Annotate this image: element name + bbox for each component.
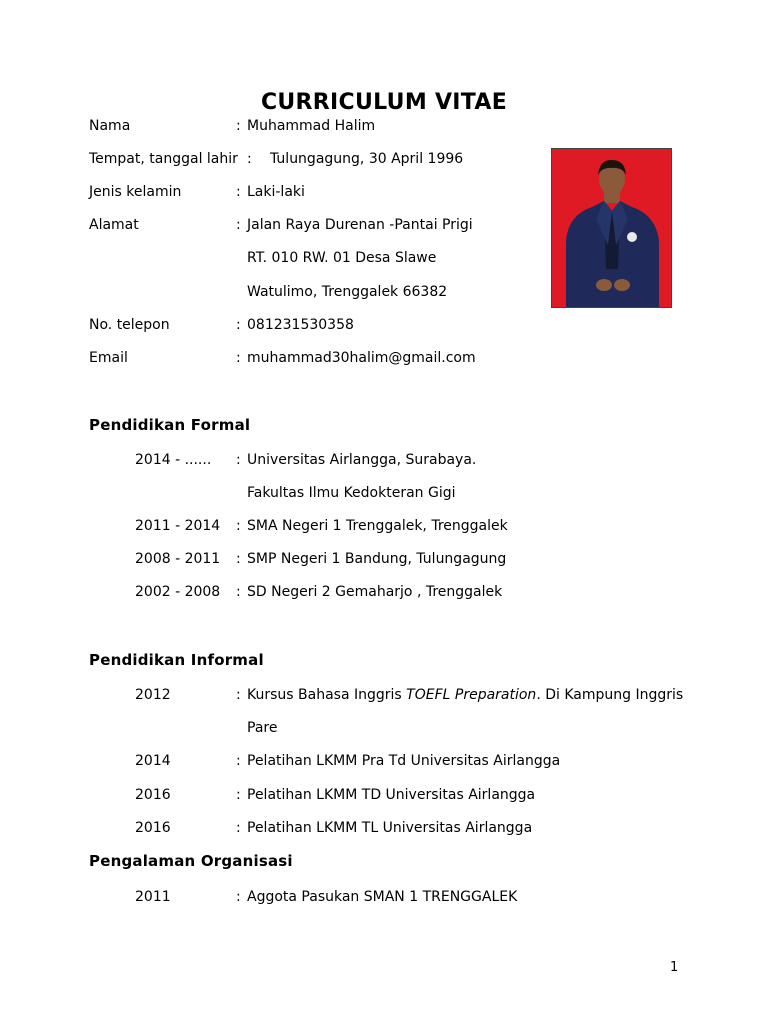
separator: : bbox=[236, 217, 241, 233]
separator: : bbox=[236, 317, 241, 333]
informal-year: 2016 bbox=[135, 820, 171, 836]
label-email: Email bbox=[89, 350, 128, 366]
profile-photo bbox=[551, 148, 672, 308]
label-alamat: Alamat bbox=[89, 217, 139, 233]
label-ttl: Tempat, tanggal lahir bbox=[89, 151, 238, 167]
informal-text: Kursus Bahasa Inggris TOEFL Preparation. Di Kampung Inggris bbox=[247, 687, 684, 703]
separator: : bbox=[236, 753, 241, 769]
formal-text: SD Negeri 2 Gemaharjo , Trenggalek bbox=[247, 584, 503, 600]
separator: : bbox=[236, 584, 241, 600]
informal-text: Pelatihan LKMM TL Universitas Airlangga bbox=[247, 820, 533, 836]
informal-year: 2012 bbox=[135, 687, 171, 703]
separator: : bbox=[236, 687, 241, 703]
separator: : bbox=[236, 452, 241, 468]
organisasi-text: Aggota Pasukan SMAN 1 TRENGGALEK bbox=[247, 889, 518, 905]
person-photo-illustration bbox=[552, 149, 671, 307]
separator: : bbox=[236, 118, 241, 134]
informal-text-continued: Pare bbox=[247, 720, 278, 736]
label-jenis-kelamin: Jenis kelamin bbox=[89, 184, 182, 200]
formal-text-continued: Fakultas Ilmu Kedokteran Gigi bbox=[247, 485, 456, 501]
value-alamat-1: Jalan Raya Durenan -Pantai Prigi bbox=[247, 217, 473, 233]
heading-pendidikan-informal: Pendidikan Informal bbox=[89, 651, 264, 669]
formal-year: 2002 - 2008 bbox=[135, 584, 221, 600]
value-alamat-2: RT. 010 RW. 01 Desa Slawe bbox=[247, 250, 437, 266]
separator: : bbox=[236, 350, 241, 366]
separator: : bbox=[236, 787, 241, 803]
informal-text: Pelatihan LKMM TD Universitas Airlangga bbox=[247, 787, 536, 803]
separator: : bbox=[236, 820, 241, 836]
value-ttl: Tulungagung, 30 April 1996 bbox=[270, 151, 464, 167]
value-telepon: 081231530358 bbox=[247, 317, 354, 333]
formal-year: 2014 - ...... bbox=[135, 452, 212, 468]
value-nama: Muhammad Halim bbox=[247, 118, 376, 134]
value-jenis-kelamin: Laki-laki bbox=[247, 184, 305, 200]
value-alamat-3: Watulimo, Trenggalek 66382 bbox=[247, 284, 448, 300]
informal-text: Pelatihan LKMM Pra Td Universitas Airlangga bbox=[247, 753, 561, 769]
heading-pengalaman-organisasi: Pengalaman Organisasi bbox=[89, 852, 293, 870]
separator: : bbox=[236, 184, 241, 200]
separator: : bbox=[236, 551, 241, 567]
formal-text: SMA Negeri 1 Trenggalek, Trenggalek bbox=[247, 518, 508, 534]
label-telepon: No. telepon bbox=[89, 317, 170, 333]
formal-text: Universitas Airlangga, Surabaya. bbox=[247, 452, 477, 468]
formal-year: 2011 - 2014 bbox=[135, 518, 221, 534]
formal-year: 2008 - 2011 bbox=[135, 551, 221, 567]
organisasi-year: 2011 bbox=[135, 889, 171, 905]
separator: : bbox=[236, 518, 241, 534]
informal-year: 2014 bbox=[135, 753, 171, 769]
page-number: 1 bbox=[670, 960, 679, 975]
label-nama: Nama bbox=[89, 118, 131, 134]
informal-year: 2016 bbox=[135, 787, 171, 803]
formal-text: SMP Negeri 1 Bandung, Tulungagung bbox=[247, 551, 507, 567]
document-title: CURRICULUM VITAE bbox=[260, 90, 508, 115]
heading-pendidikan-formal: Pendidikan Formal bbox=[89, 416, 251, 434]
value-email: muhammad30halim@gmail.com bbox=[247, 350, 476, 366]
separator: : bbox=[236, 889, 241, 905]
separator: : bbox=[247, 151, 252, 167]
